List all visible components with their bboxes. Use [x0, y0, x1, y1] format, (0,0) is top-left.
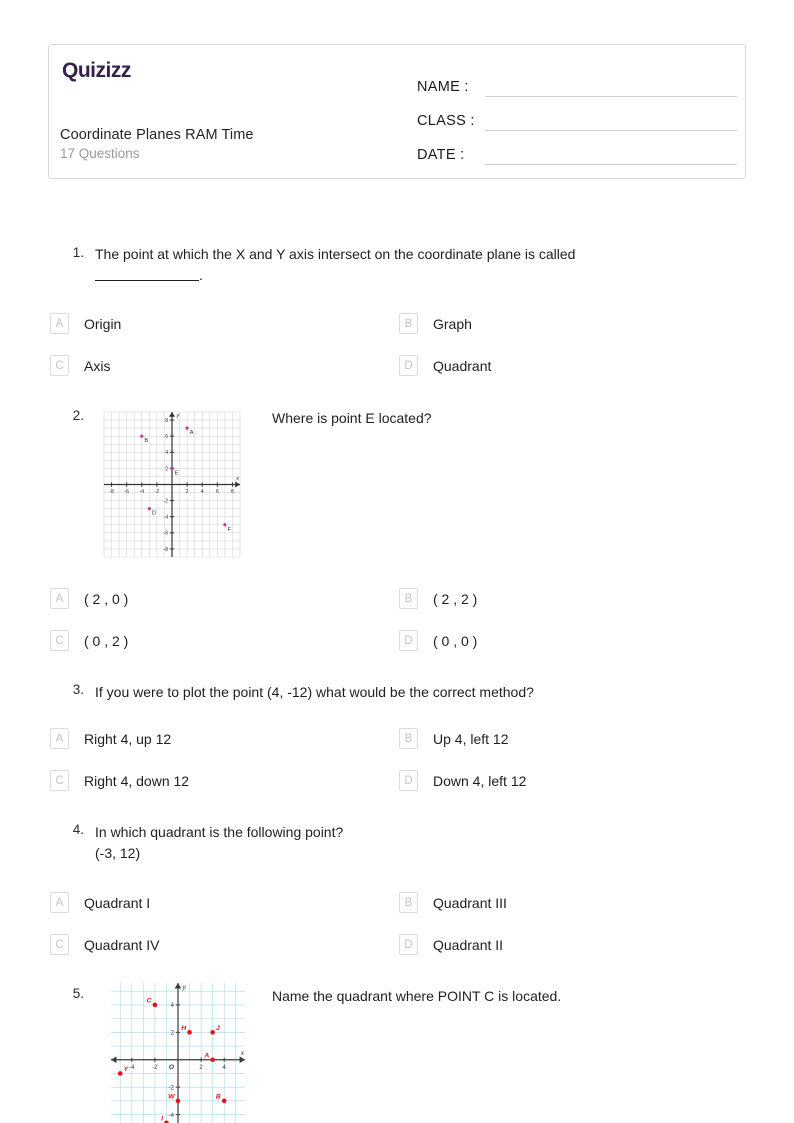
- q5-graph-svg: [105, 977, 251, 1123]
- worksheet-header: [48, 44, 746, 179]
- option-label-b: Graph: [433, 315, 472, 332]
- svg-text:-4: -4: [129, 1065, 135, 1072]
- question-1-period: .: [199, 267, 203, 283]
- option-label-c: Axis: [84, 357, 111, 374]
- date-field-label: DATE :: [417, 147, 465, 163]
- svg-text:6: 6: [165, 434, 168, 441]
- svg-text:4: 4: [165, 450, 168, 457]
- question-1-number: 1.: [72, 245, 84, 260]
- svg-text:D: D: [151, 510, 157, 517]
- svg-text:x: x: [240, 1050, 244, 1058]
- name-field-label: NAME :: [417, 79, 469, 95]
- option-letter-b: B: [399, 728, 418, 749]
- svg-text:8: 8: [165, 417, 168, 424]
- svg-text:-6: -6: [124, 488, 129, 495]
- option-letter-b: B: [399, 313, 418, 334]
- question-1-option-d[interactable]: [399, 355, 491, 376]
- svg-text:J: J: [216, 1025, 220, 1033]
- question-4-stem: In which quadrant is the following point?: [95, 824, 344, 840]
- quizizz-logo-text: Quizizz: [62, 59, 131, 82]
- quizizz-logo: [62, 59, 131, 83]
- svg-text:A: A: [189, 430, 194, 437]
- option-letter-a: A: [50, 892, 69, 913]
- option-label-a: Origin: [84, 315, 122, 332]
- svg-text:-8: -8: [109, 488, 114, 495]
- option-label-d: ( 0 , 0 ): [433, 632, 478, 649]
- svg-text:C: C: [146, 997, 152, 1005]
- svg-text:y: y: [176, 413, 180, 419]
- svg-text:W: W: [168, 1093, 175, 1101]
- svg-text:x: x: [236, 476, 239, 482]
- question-2-number: 2.: [72, 408, 84, 423]
- svg-text:Y: Y: [123, 1066, 129, 1074]
- svg-text:-4: -4: [163, 514, 168, 521]
- svg-text:6: 6: [215, 488, 219, 495]
- question-1-option-c[interactable]: [50, 355, 110, 376]
- class-input[interactable]: [485, 109, 737, 131]
- option-label-b: Quadrant III: [433, 894, 507, 911]
- question-2-option-b[interactable]: [399, 588, 477, 609]
- question-1-option-a[interactable]: [50, 313, 121, 334]
- option-label-b: Up 4, left 12: [433, 730, 509, 747]
- option-label-d: Down 4, left 12: [433, 772, 527, 789]
- svg-text:y: y: [182, 984, 186, 991]
- question-4-option-a[interactable]: [50, 892, 150, 913]
- question-3-option-c[interactable]: [50, 770, 189, 791]
- question-1-option-b[interactable]: [399, 313, 472, 334]
- question-5-text: Name the quadrant where POINT C is located.: [272, 988, 562, 1004]
- question-2-option-c[interactable]: [50, 630, 128, 651]
- option-letter-d: D: [399, 770, 418, 791]
- option-letter-c: C: [50, 934, 69, 955]
- svg-text:-4: -4: [168, 1112, 174, 1119]
- svg-text:F: F: [227, 526, 232, 533]
- question-2-option-a[interactable]: [50, 588, 128, 609]
- svg-text:A: A: [204, 1052, 210, 1060]
- option-letter-b: B: [399, 892, 418, 913]
- date-input[interactable]: [485, 143, 737, 165]
- question-4-point: (-3, 12): [95, 845, 141, 861]
- option-label-b: ( 2 , 2 ): [433, 590, 478, 607]
- name-input[interactable]: [485, 75, 737, 97]
- svg-text:4: 4: [222, 1065, 226, 1072]
- question-2-option-d[interactable]: [399, 630, 477, 651]
- name-field-row: [417, 63, 737, 97]
- svg-text:-6: -6: [163, 530, 168, 537]
- option-letter-a: A: [50, 588, 69, 609]
- question-3-number: 3.: [72, 682, 84, 697]
- date-field-row: [417, 131, 737, 165]
- svg-text:B: B: [215, 1093, 221, 1101]
- svg-text:O: O: [168, 1064, 174, 1072]
- question-3-option-b[interactable]: [399, 728, 509, 749]
- question-2-text: Where is point E located?: [272, 410, 432, 426]
- question-4-option-b[interactable]: [399, 892, 507, 913]
- svg-text:-8: -8: [163, 546, 168, 553]
- svg-text:4: 4: [170, 1003, 174, 1010]
- svg-text:2: 2: [185, 488, 189, 495]
- option-letter-a: A: [50, 313, 69, 334]
- svg-text:-2: -2: [168, 1085, 174, 1092]
- option-label-d: Quadrant: [433, 357, 492, 374]
- class-field-label: CLASS :: [417, 113, 475, 129]
- option-label-a: Right 4, up 12: [84, 730, 172, 747]
- option-letter-c: C: [50, 630, 69, 651]
- option-letter-d: D: [399, 934, 418, 955]
- svg-text:H: H: [181, 1025, 187, 1033]
- question-4-text: [95, 822, 695, 864]
- option-letter-a: A: [50, 728, 69, 749]
- svg-text:-2: -2: [152, 1065, 158, 1072]
- svg-text:4: 4: [200, 488, 204, 495]
- question-3-text: If you were to plot the point (4, -12) what would be the correct method?: [95, 684, 534, 700]
- question-4-option-c[interactable]: [50, 934, 160, 955]
- option-letter-c: C: [50, 770, 69, 791]
- question-count: 17 Questions: [60, 146, 140, 161]
- question-2-coordinate-plane: [99, 407, 245, 562]
- question-5-number: 5.: [72, 986, 84, 1001]
- option-letter-d: D: [399, 355, 418, 376]
- option-letter-d: D: [399, 630, 418, 651]
- svg-text:2: 2: [165, 466, 168, 473]
- option-label-c: Right 4, down 12: [84, 772, 190, 789]
- svg-text:-4: -4: [139, 488, 145, 495]
- question-1-text: [95, 244, 695, 286]
- question-5-coordinate-plane: [105, 977, 251, 1123]
- student-info-fields: [417, 63, 737, 165]
- svg-text:2: 2: [170, 1030, 174, 1037]
- question-4-number: 4.: [72, 822, 84, 837]
- option-label-a: Quadrant I: [84, 894, 151, 911]
- option-label-d: Quadrant II: [433, 936, 504, 953]
- option-letter-c: C: [50, 355, 69, 376]
- page-title: Coordinate Planes RAM Time: [60, 127, 254, 143]
- option-label-c: ( 0 , 2 ): [84, 632, 129, 649]
- svg-text:2: 2: [199, 1065, 203, 1072]
- svg-text:-2: -2: [154, 488, 160, 495]
- question-3-option-a[interactable]: [50, 728, 171, 749]
- question-1-blank: [95, 269, 199, 281]
- class-field-row: [417, 97, 737, 131]
- option-label-c: Quadrant IV: [84, 936, 160, 953]
- option-letter-b: B: [399, 588, 418, 609]
- svg-text:E: E: [174, 470, 179, 477]
- question-1-stem: The point at which the X and Y axis intersect on the coordinate plane is called: [95, 246, 576, 262]
- svg-text:B: B: [144, 438, 149, 445]
- svg-text:-2: -2: [163, 498, 168, 505]
- question-4-option-d[interactable]: [399, 934, 503, 955]
- option-label-a: ( 2 , 0 ): [84, 590, 129, 607]
- q2-graph-svg: [99, 407, 245, 562]
- svg-text:I: I: [161, 1115, 164, 1123]
- svg-text:8: 8: [231, 488, 234, 495]
- question-3-option-d[interactable]: [399, 770, 526, 791]
